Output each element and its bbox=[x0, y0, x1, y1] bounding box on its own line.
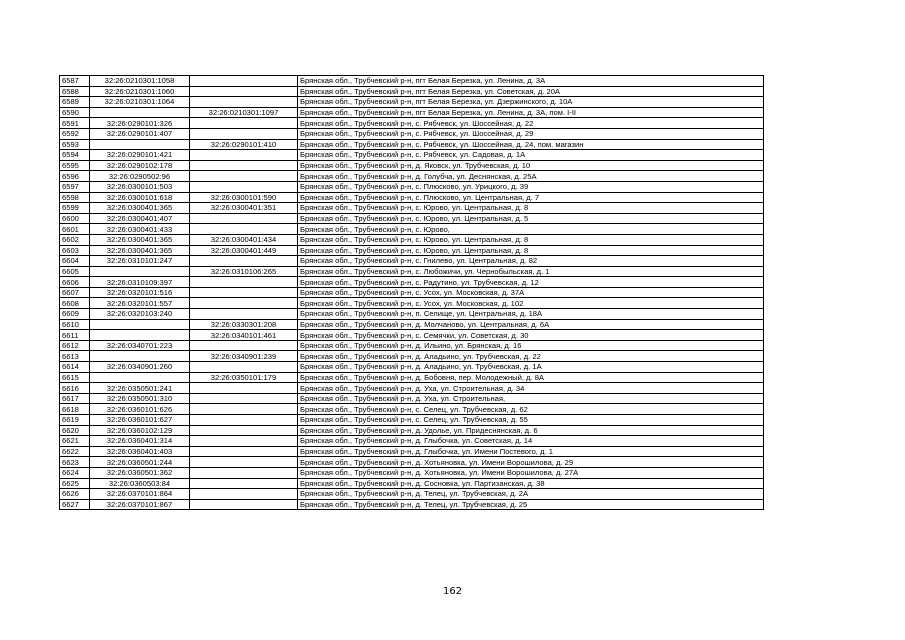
row-number-cell: 6624 bbox=[60, 467, 90, 478]
row-number-cell: 6622 bbox=[60, 446, 90, 457]
address-cell: Брянская обл., Трубчевский р-н, с. Юрово, ул. Центральная, д. 8 bbox=[298, 245, 764, 256]
address-cell: Брянская обл., Трубчевский р-н, д. Хотьяновка, ул. Имени Ворошилова, д. 29 bbox=[298, 457, 764, 468]
cadastral-number-cell: 32:26:0300401:365 bbox=[90, 234, 190, 245]
table-row bbox=[60, 446, 764, 457]
related-cadastral-number-cell bbox=[190, 457, 298, 468]
related-cadastral-number-cell bbox=[190, 499, 298, 510]
address-cell: Брянская обл., Трубчевский р-н, пгт Белая Березка, ул. Ленина, д. 3А, пом. I-II bbox=[298, 107, 764, 118]
cadastral-number-cell: 32:26:0210301:1060 bbox=[90, 86, 190, 97]
cadastral-number-cell: 32:26:0360101:627 bbox=[90, 415, 190, 426]
cadastral-number-cell: 32:26:0290101:421 bbox=[90, 150, 190, 161]
row-number-cell: 6596 bbox=[60, 171, 90, 182]
cadastral-number-cell: 32:26:0290502:96 bbox=[90, 171, 190, 182]
table-row bbox=[60, 256, 764, 267]
address-cell: Брянская обл., Трубчевский р-н, д. Уха, ул. Строительная, д. 34 bbox=[298, 383, 764, 394]
related-cadastral-number-cell bbox=[190, 118, 298, 129]
row-number-cell: 6589 bbox=[60, 97, 90, 108]
address-cell: Брянская обл., Трубчевский р-н, д. Глыбочка, ул. Имени Постевого, д. 1 bbox=[298, 446, 764, 457]
table-row bbox=[60, 97, 764, 108]
cadastral-number-cell: 32:26:0300401:365 bbox=[90, 203, 190, 214]
cadastral-number-cell: 32:26:0290101:326 bbox=[90, 118, 190, 129]
address-cell: Брянская обл., Трубчевский р-н, д. Голубча, ул. Деснянская, д. 25А bbox=[298, 171, 764, 182]
row-number-cell: 6604 bbox=[60, 256, 90, 267]
cadastral-number-cell: 32:26:0310101:247 bbox=[90, 256, 190, 267]
row-number-cell: 6603 bbox=[60, 245, 90, 256]
cadastral-number-cell: 32:26:0360503:84 bbox=[90, 478, 190, 489]
table-row bbox=[60, 489, 764, 500]
related-cadastral-number-cell: 32:26:0300101:590 bbox=[190, 192, 298, 203]
table-row bbox=[60, 436, 764, 447]
related-cadastral-number-cell bbox=[190, 256, 298, 267]
related-cadastral-number-cell: 32:26:0350101:179 bbox=[190, 372, 298, 383]
cadastral-number-cell bbox=[90, 266, 190, 277]
row-number-cell: 6626 bbox=[60, 489, 90, 500]
address-cell: Брянская обл., Трубчевский р-н, д. Молчаново, ул. Центральная, д. 6А bbox=[298, 319, 764, 330]
row-number-cell: 6611 bbox=[60, 330, 90, 341]
table-row bbox=[60, 245, 764, 256]
related-cadastral-number-cell bbox=[190, 213, 298, 224]
address-cell: Брянская обл., Трубчевский р-н, с. Селец, ул. Трубчевская, д. 62 bbox=[298, 404, 764, 415]
table-row bbox=[60, 467, 764, 478]
row-number-cell: 6620 bbox=[60, 425, 90, 436]
address-cell: Брянская обл., Трубчевский р-н, с. Плюсково, ул. Центральная, д. 7 bbox=[298, 192, 764, 203]
related-cadastral-number-cell: 32:26:0300401:351 bbox=[190, 203, 298, 214]
cadastral-number-cell: 32:26:0300101:618 bbox=[90, 192, 190, 203]
table-row bbox=[60, 309, 764, 320]
cadastral-number-cell: 32:26:0360101:626 bbox=[90, 404, 190, 415]
address-cell: Брянская обл., Трубчевский р-н, д. Сосновка, ул. Партизанская, д. 38 bbox=[298, 478, 764, 489]
row-number-cell: 6594 bbox=[60, 150, 90, 161]
table-row bbox=[60, 425, 764, 436]
table-row bbox=[60, 340, 764, 351]
table-row bbox=[60, 287, 764, 298]
cadastral-number-cell: 32:26:0290101:407 bbox=[90, 128, 190, 139]
related-cadastral-number-cell bbox=[190, 128, 298, 139]
row-number-cell: 6588 bbox=[60, 86, 90, 97]
table-row bbox=[60, 393, 764, 404]
table-row bbox=[60, 181, 764, 192]
address-cell: Брянская обл., Трубчевский р-н, д. Уха, ул. Строительная, bbox=[298, 393, 764, 404]
table-row bbox=[60, 330, 764, 341]
row-number-cell: 6606 bbox=[60, 277, 90, 288]
cadastral-number-cell: 32:26:0340901:260 bbox=[90, 362, 190, 373]
property-table-body bbox=[60, 76, 764, 510]
cadastral-number-cell: 32:26:0360501:362 bbox=[90, 467, 190, 478]
cadastral-number-cell: 32:26:0360401:314 bbox=[90, 436, 190, 447]
cadastral-number-cell: 32:26:0360501:244 bbox=[90, 457, 190, 468]
table-row bbox=[60, 478, 764, 489]
table-row bbox=[60, 150, 764, 161]
related-cadastral-number-cell bbox=[190, 415, 298, 426]
address-cell: Брянская обл., Трубчевский р-н, пгт Белая Березка, ул. Советская, д. 20А bbox=[298, 86, 764, 97]
table-row bbox=[60, 362, 764, 373]
related-cadastral-number-cell bbox=[190, 340, 298, 351]
address-cell: Брянская обл., Трубчевский р-н, с. Любожичи, ул. Чернобыльская, д. 1 bbox=[298, 266, 764, 277]
address-cell: Брянская обл., Трубчевский р-н, с. Гнилево, ул. Центральная, д. 82 bbox=[298, 256, 764, 267]
related-cadastral-number-cell bbox=[190, 478, 298, 489]
cadastral-number-cell: 32:26:0290102:178 bbox=[90, 160, 190, 171]
row-number-cell: 6617 bbox=[60, 393, 90, 404]
table-row bbox=[60, 499, 764, 510]
cadastral-number-cell: 32:26:0320103:240 bbox=[90, 309, 190, 320]
related-cadastral-number-cell bbox=[190, 277, 298, 288]
address-cell: Брянская обл., Трубчевский р-н, с. Рябчевск, ул. Шоссейная, д. 24, пом. магазин bbox=[298, 139, 764, 150]
table-row bbox=[60, 139, 764, 150]
table-row bbox=[60, 404, 764, 415]
row-number-cell: 6618 bbox=[60, 404, 90, 415]
address-cell: Брянская обл., Трубчевский р-н, с. Усох, ул. Московская, д. 37А bbox=[298, 287, 764, 298]
row-number-cell: 6600 bbox=[60, 213, 90, 224]
related-cadastral-number-cell bbox=[190, 160, 298, 171]
row-number-cell: 6605 bbox=[60, 266, 90, 277]
row-number-cell: 6608 bbox=[60, 298, 90, 309]
table-row bbox=[60, 118, 764, 129]
related-cadastral-number-cell bbox=[190, 467, 298, 478]
address-cell: Брянская обл., Трубчевский р-н, с. Рябчевск, ул. Садовая, д. 1А bbox=[298, 150, 764, 161]
cadastral-number-cell: 32:26:0300401:365 bbox=[90, 245, 190, 256]
cadastral-number-cell: 32:26:0350501:310 bbox=[90, 393, 190, 404]
address-cell: Брянская обл., Трубчевский р-н, с. Рябчевск, ул. Шоссейная, д. 29 bbox=[298, 128, 764, 139]
related-cadastral-number-cell: 32:26:0290101:410 bbox=[190, 139, 298, 150]
cadastral-number-cell: 32:26:0360102:129 bbox=[90, 425, 190, 436]
address-cell: Брянская обл., Трубчевский р-н, д. Аладьино, ул. Трубчевская, д. 22 bbox=[298, 351, 764, 362]
table-row bbox=[60, 213, 764, 224]
address-cell: Брянская обл., Трубчевский р-н, с. Юрово, ул. Центральная, д. 5 bbox=[298, 213, 764, 224]
table-row bbox=[60, 203, 764, 214]
property-table bbox=[59, 75, 764, 510]
related-cadastral-number-cell bbox=[190, 298, 298, 309]
row-number-cell: 6615 bbox=[60, 372, 90, 383]
page-number: 162 bbox=[442, 586, 463, 597]
table-row bbox=[60, 76, 764, 87]
row-number-cell: 6616 bbox=[60, 383, 90, 394]
table-row bbox=[60, 224, 764, 235]
table-row bbox=[60, 171, 764, 182]
related-cadastral-number-cell bbox=[190, 224, 298, 235]
row-number-cell: 6591 bbox=[60, 118, 90, 129]
table-row bbox=[60, 383, 764, 394]
row-number-cell: 6598 bbox=[60, 192, 90, 203]
row-number-cell: 6619 bbox=[60, 415, 90, 426]
table-row bbox=[60, 319, 764, 330]
cadastral-number-cell bbox=[90, 319, 190, 330]
address-cell: Брянская обл., Трубчевский р-н, д. Глыбочка, ул. Советская, д. 14 bbox=[298, 436, 764, 447]
cadastral-number-cell bbox=[90, 351, 190, 362]
cadastral-number-cell: 32:26:0310109:397 bbox=[90, 277, 190, 288]
related-cadastral-number-cell bbox=[190, 309, 298, 320]
address-cell: Брянская обл., Трубчевский р-н, п. Селище, ул. Центральная, д. 18А bbox=[298, 309, 764, 320]
cadastral-number-cell: 32:26:0340701:223 bbox=[90, 340, 190, 351]
row-number-cell: 6609 bbox=[60, 309, 90, 320]
related-cadastral-number-cell bbox=[190, 97, 298, 108]
address-cell: Брянская обл., Трубчевский р-н, д. Бобовня, пер. Молодежный, д. 8А bbox=[298, 372, 764, 383]
related-cadastral-number-cell: 32:26:0340101:461 bbox=[190, 330, 298, 341]
address-cell: Брянская обл., Трубчевский р-н, д. Телец, ул. Трубчевская, д. 2А bbox=[298, 489, 764, 500]
row-number-cell: 6592 bbox=[60, 128, 90, 139]
related-cadastral-number-cell bbox=[190, 362, 298, 373]
address-cell: Брянская обл., Трубчевский р-н, с. Плюсково, ул. Урицкого, д. 39 bbox=[298, 181, 764, 192]
cadastral-number-cell bbox=[90, 372, 190, 383]
row-number-cell: 6593 bbox=[60, 139, 90, 150]
address-cell: Брянская обл., Трубчевский р-н, д. Аладьино, ул. Трубчевская, д. 1А bbox=[298, 362, 764, 373]
row-number-cell: 6587 bbox=[60, 76, 90, 87]
address-cell: Брянская обл., Трубчевский р-н, д. Яковск, ул. Трубчевская, д. 10 bbox=[298, 160, 764, 171]
row-number-cell: 6607 bbox=[60, 287, 90, 298]
row-number-cell: 6613 bbox=[60, 351, 90, 362]
related-cadastral-number-cell bbox=[190, 383, 298, 394]
cadastral-number-cell: 32:26:0210301:1058 bbox=[90, 76, 190, 87]
cadastral-number-cell bbox=[90, 330, 190, 341]
cadastral-number-cell: 32:26:0210301:1064 bbox=[90, 97, 190, 108]
related-cadastral-number-cell bbox=[190, 489, 298, 500]
row-number-cell: 6601 bbox=[60, 224, 90, 235]
address-cell: Брянская обл., Трубчевский р-н, с. Рябчевск, ул. Шоссейная, д. 22 bbox=[298, 118, 764, 129]
related-cadastral-number-cell bbox=[190, 436, 298, 447]
address-cell: Брянская обл., Трубчевский р-н, пгт Белая Березка, ул. Дзержинского, д. 10А bbox=[298, 97, 764, 108]
row-number-cell: 6590 bbox=[60, 107, 90, 118]
related-cadastral-number-cell: 32:26:0210301:1097 bbox=[190, 107, 298, 118]
address-cell: Брянская обл., Трубчевский р-н, с. Юрово, bbox=[298, 224, 764, 235]
address-cell: Брянская обл., Трубчевский р-н, пгт Белая Березка, ул. Ленина, д. 3А bbox=[298, 76, 764, 87]
table-row bbox=[60, 372, 764, 383]
address-cell: Брянская обл., Трубчевский р-н, с. Юрово, ул. Центральная, д. 8 bbox=[298, 203, 764, 214]
table-row bbox=[60, 86, 764, 97]
cadastral-number-cell: 32:26:0350501:241 bbox=[90, 383, 190, 394]
row-number-cell: 6612 bbox=[60, 340, 90, 351]
cadastral-number-cell: 32:26:0300401:407 bbox=[90, 213, 190, 224]
row-number-cell: 6623 bbox=[60, 457, 90, 468]
address-cell: Брянская обл., Трубчевский р-н, д. Ильино, ул. Брянская, д. 16 bbox=[298, 340, 764, 351]
related-cadastral-number-cell: 32:26:0310106:265 bbox=[190, 266, 298, 277]
address-cell: Брянская обл., Трубчевский р-н, с. Юрово, ул. Центральная, д. 8 bbox=[298, 234, 764, 245]
address-cell: Брянская обл., Трубчевский р-н, с. Радутино, ул. Трубчевская, д. 12 bbox=[298, 277, 764, 288]
table-row bbox=[60, 415, 764, 426]
related-cadastral-number-cell bbox=[190, 150, 298, 161]
row-number-cell: 6597 bbox=[60, 181, 90, 192]
row-number-cell: 6595 bbox=[60, 160, 90, 171]
row-number-cell: 6621 bbox=[60, 436, 90, 447]
row-number-cell: 6610 bbox=[60, 319, 90, 330]
row-number-cell: 6627 bbox=[60, 499, 90, 510]
row-number-cell: 6625 bbox=[60, 478, 90, 489]
table-row bbox=[60, 351, 764, 362]
address-cell: Брянская обл., Трубчевский р-н, д. Хотьяновка, ул. Имени Ворошилова, д. 27А bbox=[298, 467, 764, 478]
related-cadastral-number-cell bbox=[190, 287, 298, 298]
table-row bbox=[60, 160, 764, 171]
address-cell: Брянская обл., Трубчевский р-н, д. Телец, ул. Трубчевская, д. 25 bbox=[298, 499, 764, 510]
related-cadastral-number-cell: 32:26:0340901:239 bbox=[190, 351, 298, 362]
related-cadastral-number-cell bbox=[190, 171, 298, 182]
table-row bbox=[60, 298, 764, 309]
related-cadastral-number-cell bbox=[190, 76, 298, 87]
row-number-cell: 6599 bbox=[60, 203, 90, 214]
cadastral-number-cell: 32:26:0370101:867 bbox=[90, 499, 190, 510]
related-cadastral-number-cell: 32:26:0300401:434 bbox=[190, 234, 298, 245]
related-cadastral-number-cell bbox=[190, 86, 298, 97]
related-cadastral-number-cell bbox=[190, 393, 298, 404]
cadastral-number-cell: 32:26:0360401:403 bbox=[90, 446, 190, 457]
row-number-cell: 6602 bbox=[60, 234, 90, 245]
related-cadastral-number-cell: 32:26:0330301:208 bbox=[190, 319, 298, 330]
address-cell: Брянская обл., Трубчевский р-н, с. Усох, ул. Московская, д. 102 bbox=[298, 298, 764, 309]
address-cell: Брянская обл., Трубчевский р-н, с. Селец, ул. Трубчевская, д. 55 bbox=[298, 415, 764, 426]
cadastral-number-cell: 32:26:0320101:557 bbox=[90, 298, 190, 309]
related-cadastral-number-cell: 32:26:0300401:449 bbox=[190, 245, 298, 256]
cadastral-number-cell: 32:26:0300101:503 bbox=[90, 181, 190, 192]
cadastral-number-cell bbox=[90, 107, 190, 118]
cadastral-number-cell: 32:26:0320101:516 bbox=[90, 287, 190, 298]
table-row bbox=[60, 128, 764, 139]
related-cadastral-number-cell bbox=[190, 404, 298, 415]
cadastral-number-cell bbox=[90, 139, 190, 150]
row-number-cell: 6614 bbox=[60, 362, 90, 373]
cadastral-number-cell: 32:26:0370101:864 bbox=[90, 489, 190, 500]
table-row bbox=[60, 266, 764, 277]
related-cadastral-number-cell bbox=[190, 425, 298, 436]
table-row bbox=[60, 107, 764, 118]
cadastral-number-cell: 32:26:0300401:433 bbox=[90, 224, 190, 235]
address-cell: Брянская обл., Трубчевский р-н, с. Семячки, ул. Советская, д. 30 bbox=[298, 330, 764, 341]
table-row bbox=[60, 277, 764, 288]
related-cadastral-number-cell bbox=[190, 446, 298, 457]
table-row bbox=[60, 192, 764, 203]
table-row bbox=[60, 234, 764, 245]
related-cadastral-number-cell bbox=[190, 181, 298, 192]
table-row bbox=[60, 457, 764, 468]
address-cell: Брянская обл., Трубчевский р-н, д. Удолье, ул. Придеснянская, д. 6 bbox=[298, 425, 764, 436]
